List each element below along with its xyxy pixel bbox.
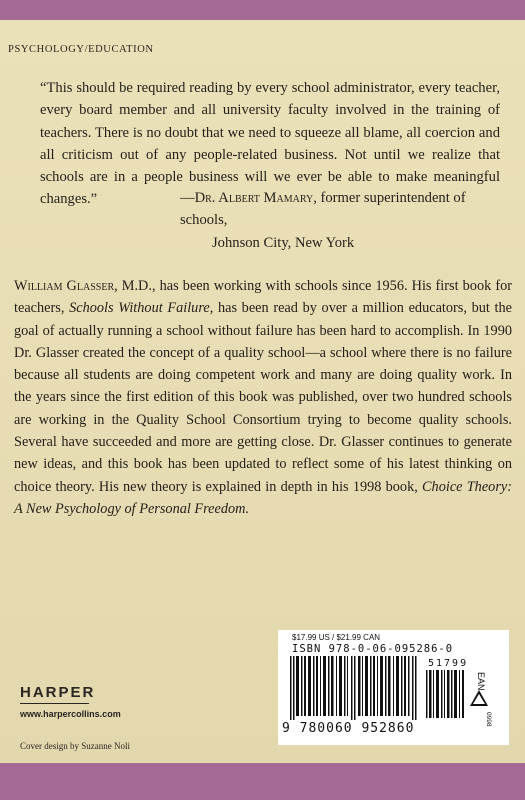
publisher-url: www.harpercollins.com [20, 709, 121, 719]
bio-text-1: has been working with schools since 1956. His first book for teachers, [14, 278, 512, 317]
barcode-addon-number: 51799 [428, 658, 469, 669]
author-bio [14, 275, 512, 520]
barcode-digits: 9 780060 952860 [282, 721, 415, 736]
author-name: William Glasser, M.D., [14, 278, 156, 294]
book-title-choice-theory: Choice Theory: A New Psychology of Personal Freedom. [14, 478, 512, 517]
publisher-rule [20, 703, 89, 704]
main-barcode [290, 656, 418, 720]
category-label: PSYCHOLOGY/EDUCATION [8, 44, 154, 55]
publisher-logo: HARPER [20, 684, 96, 701]
book-title-schools-without-failure: Schools Without Failure, [69, 300, 214, 317]
isbn-text: ISBN 978-0-06-095286-0 [292, 643, 454, 655]
attribution-name: Dr. Albert Mamary [194, 190, 314, 206]
addon-barcode [426, 670, 466, 718]
cover-design-credit: Cover design by Suzanne Noli [20, 741, 130, 751]
triangle-mark-icon [470, 690, 488, 706]
quote-text: “This should be required reading by every school administrator, every teacher, every board member and all university faculty involved in the training of teachers. There is no doubt that we need to squeeze all blame, all coercion and all criticism out of any people-related business. Not until we realize that schools are in a people business will we ever be able to make meaningful changes.” [40, 80, 500, 208]
attribution-role: , former superintendent of schools, [180, 190, 466, 229]
price-text: $17.99 US / $21.99 CAN [292, 633, 381, 642]
barcode-label [278, 630, 509, 745]
side-code: 0998 [485, 712, 492, 727]
bio-text-2: has been read by over a million educators, but the goal of actually running a school without failure has been hard to accomplish. In 1990 Dr. Glasser created the concept of a quality school—a school where there is no failure because all students are doing competent work and many are doing quality work. In the years since the first edition of this book was published, over two hundred schools are working in the Quality School Consortium trying to become quality schools. Several have succeeded and more are getting close. Dr. Glasser continues to generate new ideas, and this book has been updated to reflect some of his latest thinking on choice theory. His new theory is explained in depth in his 1998 book, [14, 300, 512, 495]
quote-attribution [180, 187, 480, 254]
attribution-dash: — [180, 190, 195, 206]
top-color-band [0, 0, 525, 20]
ean-label: EAN [476, 672, 486, 691]
bottom-color-band [0, 763, 525, 800]
attribution-location: Johnson City, New York [212, 234, 355, 251]
